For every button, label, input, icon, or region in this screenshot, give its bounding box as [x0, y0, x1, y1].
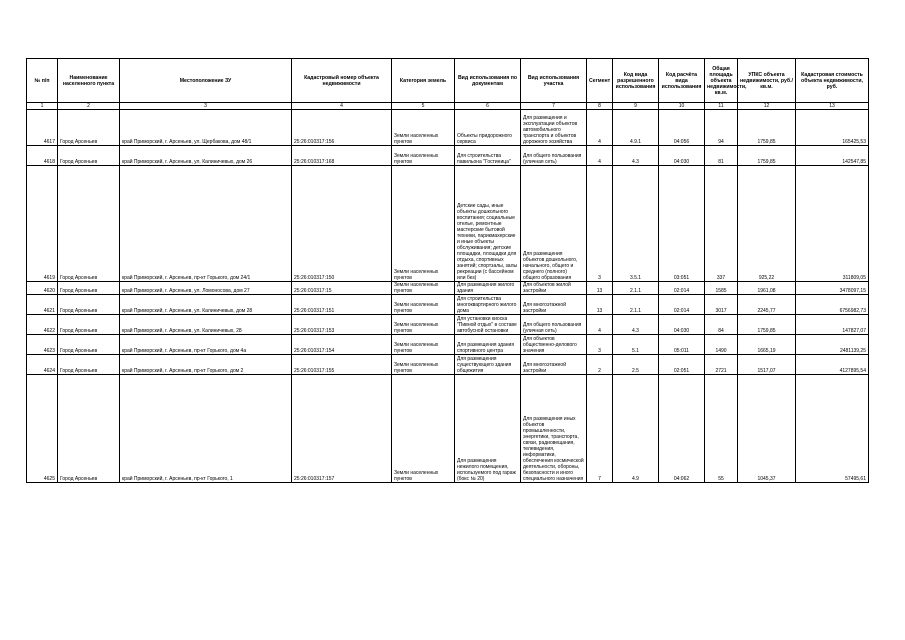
calc-code-cell: 02:051 [659, 355, 705, 375]
column-number: 13 [796, 103, 869, 110]
address-cell: край Приморский, г. Арсеньев, ул. Калиничевых, дом 28 [120, 295, 292, 315]
cadastral-cost-cell: 142547,85 [796, 146, 869, 166]
vri-code-cell: 5.1 [613, 335, 659, 355]
row-number: 4624 [27, 355, 58, 375]
land-category-cell: Земли населенных пунктов [392, 282, 455, 295]
city-cell: Город Арсеньев [58, 315, 120, 335]
cadastral-number-cell: 25:26:010317:154 [292, 335, 392, 355]
city-cell: Город Арсеньев [58, 166, 120, 282]
segment-cell: 3 [587, 335, 613, 355]
column-header: Общая площадь объекта недвижимости, кв.м. [705, 59, 738, 103]
address-cell: край Приморский, г. Арсеньев, ул. Щербакова, дом 48/1 [120, 110, 292, 146]
cadastral-cost-cell: 311809,05 [796, 166, 869, 282]
column-number: 4 [292, 103, 392, 110]
city-cell: Город Арсеньев [58, 355, 120, 375]
actual-use-cell: Для объектов жилой застройки [521, 282, 587, 295]
actual-use-cell: Для общего пользования (уличная сеть) [521, 315, 587, 335]
address-cell: край Приморский, г. Арсеньев, ул. Калиничевых, дом 26 [120, 146, 292, 166]
documented-use-cell: Для размещения существующего здания общежития [455, 355, 521, 375]
column-header: Вид использования по документам [455, 59, 521, 103]
actual-use-cell: Для многоэтажной застройки [521, 355, 587, 375]
column-number: 11 [705, 103, 738, 110]
address-cell: край Приморский, г. Арсеньев, ул. Калиничевых, 28 [120, 315, 292, 335]
land-category-cell: Земли населенных пунктов [392, 110, 455, 146]
cadastral-number-cell: 25:26:010317:168 [292, 146, 392, 166]
land-category-cell: Земли населенных пунктов [392, 335, 455, 355]
area-cell: 1490 [705, 335, 738, 355]
documented-use-cell: Объекты придорожного сервиса [455, 110, 521, 146]
area-cell: 337 [705, 166, 738, 282]
column-header: Сегмент [587, 59, 613, 103]
cadastral-number-cell: 25:26:010317:156 [292, 110, 392, 146]
row-number: 4617 [27, 110, 58, 146]
segment-cell: 13 [587, 282, 613, 295]
address-cell: край Приморский, г. Арсеньев, пр-кт Горького, 1 [120, 375, 292, 483]
column-header: Вид использования участка [521, 59, 587, 103]
actual-use-cell: Для размещения объектов дошкольного, начального, общего и среднего (полного) общего образования [521, 166, 587, 282]
area-cell: 3017 [705, 295, 738, 315]
cadastral-cost-cell: 165425,53 [796, 110, 869, 146]
city-cell: Город Арсеньев [58, 282, 120, 295]
area-cell: 2721 [705, 355, 738, 375]
column-number: 2 [58, 103, 120, 110]
calc-code-cell: 05:011 [659, 335, 705, 355]
column-number: 1 [27, 103, 58, 110]
city-cell: Город Арсеньев [58, 146, 120, 166]
upks-cell: 1517,07 [738, 355, 796, 375]
segment-cell: 4 [587, 315, 613, 335]
actual-use-cell: Для объектов общественно-делового значения [521, 335, 587, 355]
area-cell: 84 [705, 315, 738, 335]
area-cell: 55 [705, 375, 738, 483]
table-row [27, 146, 869, 166]
address-cell: край Приморский, г. Арсеньев, пр-кт Горького, дом 24/1 [120, 166, 292, 282]
column-number: 8 [587, 103, 613, 110]
segment-cell: 4 [587, 146, 613, 166]
vri-code-cell: 4.9.1 [613, 110, 659, 146]
city-cell: Город Арсеньев [58, 295, 120, 315]
cadastral-number-cell: 25:26:010317:157 [292, 375, 392, 483]
column-header: Местоположение ЗУ [120, 59, 292, 103]
calc-code-cell: 04:030 [659, 146, 705, 166]
address-cell: край Приморский, г. Арсеньев, пр-кт Горького, дом 4а [120, 335, 292, 355]
segment-cell: 13 [587, 295, 613, 315]
table-row [27, 295, 869, 315]
column-number: 10 [659, 103, 705, 110]
area-cell: 81 [705, 146, 738, 166]
column-number: 3 [120, 103, 292, 110]
upks-cell: 1759,85 [738, 315, 796, 335]
column-header: Наименование населенного пункта [58, 59, 120, 103]
row-number: 4618 [27, 146, 58, 166]
cadastral-number-cell: 25:26:010317:151 [292, 295, 392, 315]
city-cell: Город Арсеньев [58, 110, 120, 146]
cadastral-number-cell: 25:26:010317:155 [292, 355, 392, 375]
table-row [27, 335, 869, 355]
column-number: 7 [521, 103, 587, 110]
actual-use-cell: Для многоэтажной застройки [521, 295, 587, 315]
documented-use-cell: Детские сады, иные объекты дошкольного воспитания; социальные отелье, ремонтные мастерские бытовой техники, парикмахерские и иные объекты обслуживания; детские площадки, площадки для отдыха, спортивных занятий; спортзалы, залы рекреации (с бассейном или без) [455, 166, 521, 282]
upks-cell: 1759,85 [738, 146, 796, 166]
segment-cell: 2 [587, 355, 613, 375]
land-category-cell: Земли населенных пунктов [392, 295, 455, 315]
upks-cell: 1961,08 [738, 282, 796, 295]
table-row [27, 166, 869, 282]
land-category-cell: Земли населенных пунктов [392, 355, 455, 375]
cadastral-cost-cell: 3478097,15 [796, 282, 869, 295]
vri-code-cell: 2.1.1 [613, 295, 659, 315]
vri-code-cell: 4.3 [613, 315, 659, 335]
column-number: 5 [392, 103, 455, 110]
upks-cell: 1045,37 [738, 375, 796, 483]
area-cell: 1585 [705, 282, 738, 295]
land-category-cell: Земли населенных пунктов [392, 146, 455, 166]
column-number: 12 [738, 103, 796, 110]
upks-cell: 1665,19 [738, 335, 796, 355]
cadastral-table [26, 58, 869, 483]
row-number: 4620 [27, 282, 58, 295]
row-number: 4625 [27, 375, 58, 483]
upks-cell: 1759,85 [738, 110, 796, 146]
segment-cell: 7 [587, 375, 613, 483]
documented-use-cell: Для установки киоска "Пивной отдых" в составе автобусной остановки [455, 315, 521, 335]
address-cell: край Приморский, г. Арсеньев, ул. Ломоносова, дом 27 [120, 282, 292, 295]
column-number: 6 [455, 103, 521, 110]
land-category-cell: Земли населенных пунктов [392, 166, 455, 282]
row-number: 4619 [27, 166, 58, 282]
column-number-row [27, 103, 869, 110]
land-category-cell: Земли населенных пунктов [392, 375, 455, 483]
vri-code-cell: 3.5.1 [613, 166, 659, 282]
documented-use-cell: Для размещения нежилого помещения, используемого под гараж (бокс № 20) [455, 375, 521, 483]
table-row [27, 375, 869, 483]
actual-use-cell: Для общего пользования (уличная сеть) [521, 146, 587, 166]
documented-use-cell: Для строительства павильона "Гостиница" [455, 146, 521, 166]
segment-cell: 4 [587, 110, 613, 146]
column-header: Кадастровый номер объекта недвижимости [292, 59, 392, 103]
calc-code-cell: 04:056 [659, 110, 705, 146]
vri-code-cell: 2.5 [613, 355, 659, 375]
vri-code-cell: 4.3 [613, 146, 659, 166]
table-row [27, 355, 869, 375]
area-cell: 94 [705, 110, 738, 146]
cadastral-number-cell: 25:26:010317:15 [292, 282, 392, 295]
column-header: Кадастровая стоимость объекта недвижимости, руб. [796, 59, 869, 103]
calc-code-cell: 04:030 [659, 315, 705, 335]
row-number: 4623 [27, 335, 58, 355]
cadastral-cost-cell: 57495,61 [796, 375, 869, 483]
column-number: 9 [613, 103, 659, 110]
documented-use-cell: Для строительства многоквартирного жилого дома [455, 295, 521, 315]
calc-code-cell: 02:014 [659, 295, 705, 315]
column-header: УПКС объекта недвижимости, руб./кв.м. [738, 59, 796, 103]
city-cell: Город Арсеньев [58, 375, 120, 483]
actual-use-cell: Для размещения иных объектов промышленности, энергетики, транспорта, связи, радиовещания, телевидения, информатики, обеспечения космической деятельности, обороны, безопасности и иного специального назначения [521, 375, 587, 483]
land-category-cell: Земли населенных пунктов [392, 315, 455, 335]
actual-use-cell: Для размещения и эксплуатации объектов автомобильного транспорта и объектов дорожного хозяйства [521, 110, 587, 146]
column-header: № п/п [27, 59, 58, 103]
header-row [27, 59, 869, 103]
row-number: 4621 [27, 295, 58, 315]
address-cell: край Приморский, г. Арсеньев, пр-кт Горького, дом 2 [120, 355, 292, 375]
calc-code-cell: 04:062 [659, 375, 705, 483]
cadastral-number-cell: 25:26:010317:153 [292, 315, 392, 335]
row-number: 4622 [27, 315, 58, 335]
cadastral-cost-cell: 147827,07 [796, 315, 869, 335]
table-row [27, 282, 869, 295]
upks-cell: 2245,77 [738, 295, 796, 315]
segment-cell: 3 [587, 166, 613, 282]
cadastral-number-cell: 25:26:010317:150 [292, 166, 392, 282]
calc-code-cell: 02:014 [659, 282, 705, 295]
documented-use-cell: Для размещения жилого здания [455, 282, 521, 295]
upks-cell: 925,22 [738, 166, 796, 282]
vri-code-cell: 2.1.1 [613, 282, 659, 295]
table-row [27, 110, 869, 146]
table-row [27, 315, 869, 335]
vri-code-cell: 4.9 [613, 375, 659, 483]
cadastral-cost-cell: 6756982,73 [796, 295, 869, 315]
documented-use-cell: Для размещения здания спортивного центра [455, 335, 521, 355]
cadastral-cost-cell: 4127895,54 [796, 355, 869, 375]
cadastral-cost-cell: 2481139,25 [796, 335, 869, 355]
city-cell: Город Арсеньев [58, 335, 120, 355]
column-header: Код вида разрешенного использования [613, 59, 659, 103]
column-header: Категория земель [392, 59, 455, 103]
column-header: Код расчёта вида использования [659, 59, 705, 103]
calc-code-cell: 03:051 [659, 166, 705, 282]
